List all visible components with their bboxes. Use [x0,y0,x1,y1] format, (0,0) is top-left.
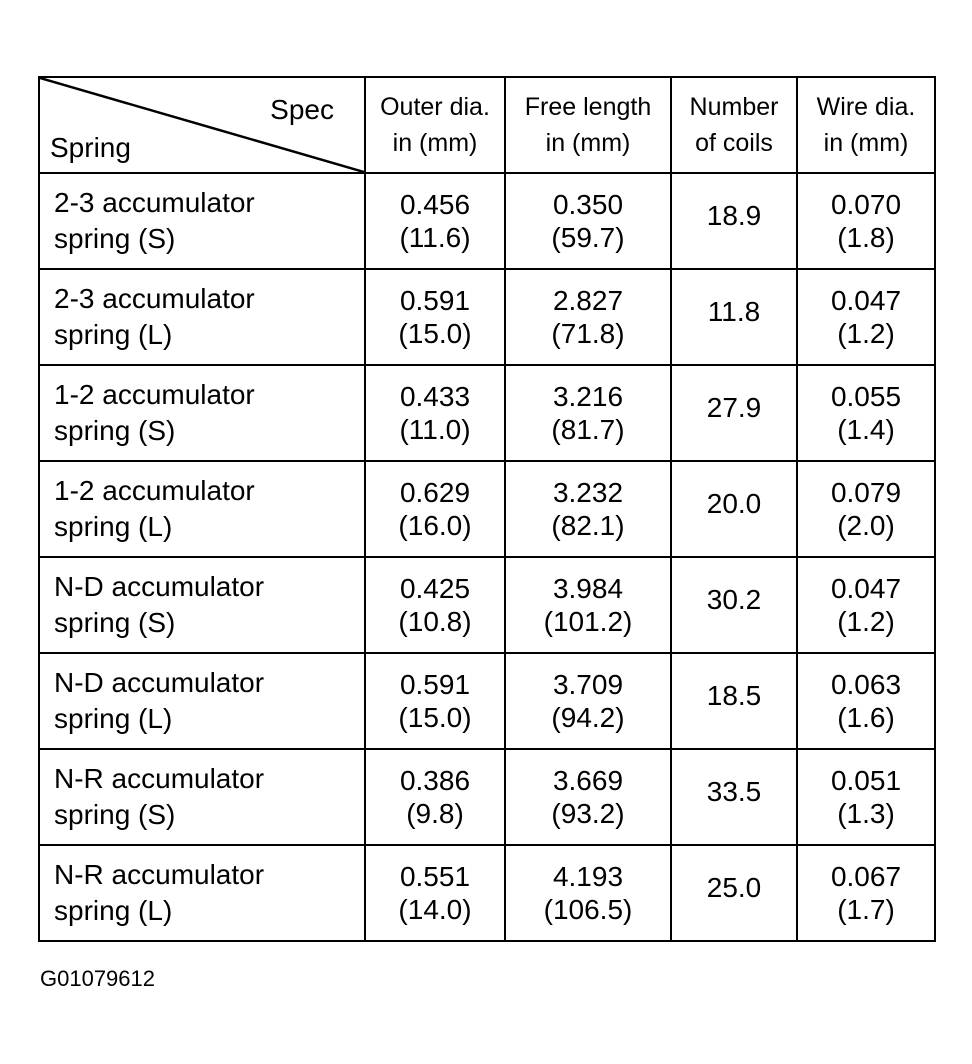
table-row [39,365,935,461]
spring-name-cell [39,653,365,749]
wire-dia-cell [797,365,935,461]
number-of-coils-cell: 25.0 [671,845,797,941]
spring-name-cell-line: spring (S) [54,223,176,254]
free-length-cell-line: (82.1) [551,510,625,541]
header-line: Number [689,93,779,121]
table-row [39,749,935,845]
corner-header-cell [39,77,365,173]
free-length-cell [505,557,671,653]
wire-dia-cell [797,557,935,653]
free-length-cell-line: (94.2) [551,702,625,733]
spring-corner-label: Spring [50,132,131,163]
outer-dia-cell-line: (11.0) [399,414,471,445]
number-of-coils-cell: 18.5 [671,653,797,749]
table-row [39,845,935,941]
wire-dia-cell [797,461,935,557]
header-unit: in (mm) [823,129,909,157]
free-length-cell [505,749,671,845]
free-length-cell-line: 3.984 [552,573,624,604]
spring-name-cell-line: 1-2 accumulator [54,379,255,410]
wire-dia-cell-line: 0.047 [830,573,902,604]
wire-dia-cell-line: 0.070 [830,189,902,220]
outer-dia-cell-line: (15.0) [398,318,472,349]
outer-dia-cell [365,845,505,941]
outer-dia-cell-line: 0.629 [399,477,471,508]
outer-dia-cell [365,557,505,653]
free-length-cell [505,845,671,941]
spring-name-cell [39,557,365,653]
number-of-coils-cell: 18.9 [671,173,797,269]
wire-dia-cell-line: 0.067 [830,861,902,892]
number-of-coils-cell: 27.9 [671,365,797,461]
spring-name-cell [39,269,365,365]
wire-dia-cell-line: 0.055 [830,381,902,412]
outer-dia-cell-line: (9.8) [406,798,464,829]
outer-dia-cell-line: (14.0) [398,894,472,925]
spring-spec-table [38,76,936,942]
spring-name-cell-line: spring (S) [54,799,176,830]
header-unit: in (mm) [392,129,478,157]
outer-dia-cell [365,461,505,557]
header-unit: of coils [695,129,773,157]
number-of-coils-cell: 20.0 [671,461,797,557]
header-line: Outer dia. [380,93,490,121]
table-row [39,653,935,749]
wire-dia-cell-line: 0.047 [830,285,902,316]
outer-dia-cell-line: 0.386 [399,765,471,796]
header-wire-dia [797,77,935,173]
header-unit: in (mm) [545,129,631,157]
outer-dia-cell-line: 0.433 [399,381,471,412]
wire-dia-cell [797,749,935,845]
wire-dia-cell [797,269,935,365]
number-of-coils-cell: 33.5 [671,749,797,845]
spring-name-cell-line: spring (L) [54,895,173,926]
spring-name-cell [39,749,365,845]
spring-name-cell [39,173,365,269]
outer-dia-cell-line: 0.456 [399,189,471,220]
spring-name-cell-line: N-D accumulator [54,571,265,602]
header-free-length [505,77,671,173]
free-length-cell [505,461,671,557]
free-length-cell-line: 3.669 [552,765,624,796]
spring-name-cell-line: spring (L) [54,511,173,542]
outer-dia-cell-line: 0.551 [399,861,471,892]
spring-name-cell-line: N-R accumulator [54,763,265,794]
outer-dia-cell [365,269,505,365]
header-line: Wire dia. [816,93,916,121]
wire-dia-cell-line: (1.2) [837,318,895,349]
wire-dia-cell-line: (1.4) [837,414,895,445]
outer-dia-cell-line: (11.6) [399,222,471,253]
wire-dia-cell [797,173,935,269]
wire-dia-cell-line: (1.7) [837,894,895,925]
outer-dia-cell-line: 0.591 [399,285,471,316]
outer-dia-cell [365,365,505,461]
number-of-coils-cell: 30.2 [671,557,797,653]
wire-dia-cell [797,845,935,941]
outer-dia-cell-line: 0.591 [399,669,471,700]
free-length-cell-line: (106.5) [543,894,633,925]
table-row [39,173,935,269]
outer-dia-cell-line: (15.0) [398,702,472,733]
spring-name-cell [39,461,365,557]
spec-corner-label: Spec [270,94,334,125]
table-row [39,461,935,557]
free-length-cell-line: (59.7) [551,222,625,253]
spring-name-cell [39,365,365,461]
free-length-cell-line: (81.7) [551,414,625,445]
free-length-cell [505,173,671,269]
wire-dia-cell-line: (2.0) [837,510,895,541]
free-length-cell [505,269,671,365]
wire-dia-cell-line: 0.051 [830,765,902,796]
free-length-cell-line: (93.2) [551,798,625,829]
free-length-cell-line: 0.350 [552,189,624,220]
spring-name-cell-line: spring (S) [54,415,176,446]
free-length-cell-line: 3.232 [552,477,624,508]
outer-dia-cell [365,749,505,845]
outer-dia-cell-line: 0.425 [399,573,471,604]
spring-name-cell-line: spring (S) [54,607,176,638]
wire-dia-cell-line: 0.079 [830,477,902,508]
spring-name-cell-line: 2-3 accumulator [54,187,255,218]
spring-name-cell-line: spring (L) [54,703,173,734]
wire-dia-cell [797,653,935,749]
outer-dia-cell-line: (16.0) [398,510,472,541]
wire-dia-cell-line: 0.063 [830,669,902,700]
free-length-cell-line: (71.8) [551,318,625,349]
outer-dia-cell-line: (10.8) [398,606,472,637]
free-length-cell [505,365,671,461]
spring-name-cell [39,845,365,941]
figure-id: G01079612 [40,966,155,991]
table-row [39,269,935,365]
header-line: Free length [524,93,652,121]
free-length-cell-line: 4.193 [552,861,624,892]
header-number-of-coils [671,77,797,173]
wire-dia-cell-line: (1.2) [837,606,895,637]
free-length-cell-line: 3.216 [552,381,624,412]
free-length-cell-line: 3.709 [552,669,624,700]
header-outer-dia [365,77,505,173]
free-length-cell [505,653,671,749]
free-length-cell-line: (101.2) [543,606,633,637]
number-of-coils-cell: 11.8 [671,269,797,365]
free-length-cell-line: 2.827 [552,285,624,316]
outer-dia-cell [365,173,505,269]
table-row [39,557,935,653]
spring-name-cell-line: 1-2 accumulator [54,475,255,506]
wire-dia-cell-line: (1.3) [837,798,895,829]
wire-dia-cell-line: (1.8) [837,222,895,253]
spring-name-cell-line: N-R accumulator [54,859,265,890]
spring-name-cell-line: N-D accumulator [54,667,265,698]
spring-name-cell-line: 2-3 accumulator [54,283,255,314]
header-row [39,77,935,173]
spring-name-cell-line: spring (L) [54,319,173,350]
wire-dia-cell-line: (1.6) [837,702,895,733]
outer-dia-cell [365,653,505,749]
